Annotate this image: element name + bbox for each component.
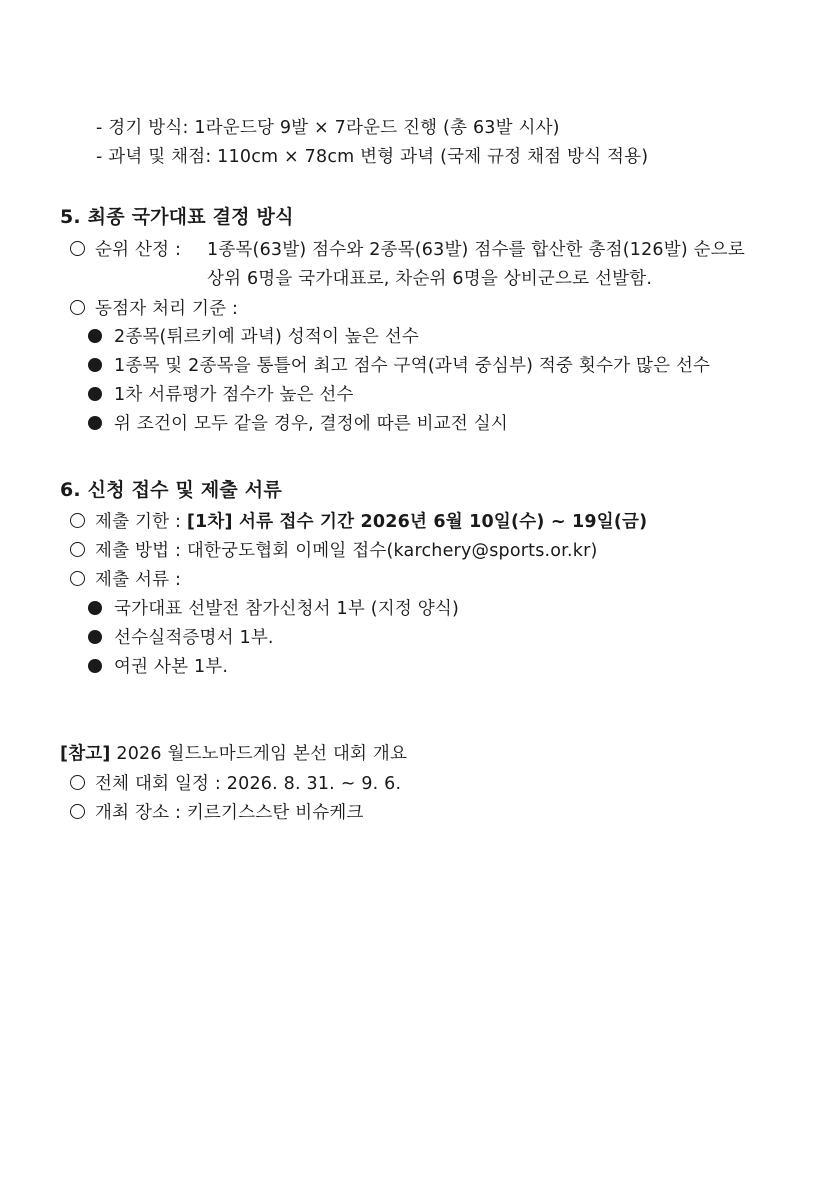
docs-row bbox=[70, 567, 181, 593]
ranking-label: 순위 산정 : bbox=[95, 240, 182, 260]
docs-item-text: 선수실적증명서 1부. bbox=[114, 628, 274, 648]
tie-item bbox=[88, 411, 508, 437]
filled-circle-bullet-icon bbox=[88, 630, 102, 644]
deadline-row bbox=[70, 509, 647, 535]
filled-circle-bullet-icon bbox=[88, 329, 102, 343]
schedule-label: 전체 대회 일정 : bbox=[95, 774, 222, 794]
ranking-row bbox=[70, 237, 181, 263]
venue-row bbox=[70, 800, 364, 826]
deadline-label: 제출 기한 : bbox=[95, 512, 182, 532]
method-label: 제출 방법 : bbox=[95, 541, 182, 561]
docs-item bbox=[88, 625, 274, 651]
hollow-circle-bullet-icon bbox=[70, 542, 85, 557]
tie-break-row bbox=[70, 296, 238, 322]
tie-item-text: 2종목(튀르키예 과녁) 성적이 높은 선수 bbox=[114, 327, 420, 347]
reference-title: 2026 월드노마드게임 본선 대회 개요 bbox=[116, 744, 408, 764]
schedule-value: 2026. 8. 31. ~ 9. 6. bbox=[226, 774, 402, 794]
format-line-2: - 과녁 및 채점: 110cm × 78cm 변형 과녁 (국제 규정 채점 방식 적용) bbox=[96, 147, 649, 167]
method-value: 대한궁도협회 이메일 접수(karchery@sports.or.kr) bbox=[186, 541, 598, 561]
tie-break-label: 동점자 처리 기준 : bbox=[95, 299, 239, 319]
hollow-circle-bullet-icon bbox=[70, 571, 85, 586]
tie-item bbox=[88, 324, 419, 350]
deadline-value: [1차] 서류 접수 기간 2026년 6월 10일(수) ~ 19일(금) bbox=[186, 512, 648, 532]
docs-item bbox=[88, 596, 459, 622]
hollow-circle-bullet-icon bbox=[70, 241, 85, 256]
venue-label: 개최 장소 : bbox=[95, 803, 182, 823]
filled-circle-bullet-icon bbox=[88, 601, 102, 615]
tie-item-text: 1차 서류평가 점수가 높은 선수 bbox=[114, 385, 354, 405]
venue-value: 키르기스스탄 비슈케크 bbox=[186, 803, 364, 823]
ranking-text-1: 1종목(63발) 점수와 2종목(63발) 점수를 합산한 총점(126발) 순으로 bbox=[207, 240, 745, 260]
reference-title-row bbox=[60, 741, 407, 767]
hollow-circle-bullet-icon bbox=[70, 300, 85, 315]
hollow-circle-bullet-icon bbox=[70, 804, 85, 819]
tie-item-text: 1종목 및 2종목을 통틀어 최고 점수 구역(과녁 중심부) 적중 횟수가 많은 선수 bbox=[114, 356, 711, 376]
tie-item-text: 위 조건이 모두 같을 경우, 결정에 따른 비교전 실시 bbox=[114, 414, 508, 434]
reference-tag: [참고] bbox=[60, 744, 111, 764]
docs-item bbox=[88, 654, 228, 680]
method-row bbox=[70, 538, 598, 564]
filled-circle-bullet-icon bbox=[88, 358, 102, 372]
hollow-circle-bullet-icon bbox=[70, 513, 85, 528]
hollow-circle-bullet-icon bbox=[70, 775, 85, 790]
ranking-text-2: 상위 6명을 국가대표로, 차순위 6명을 상비군으로 선발함. bbox=[207, 269, 653, 289]
filled-circle-bullet-icon bbox=[88, 387, 102, 401]
section-6-heading: 6. 신청 접수 및 제출 서류 bbox=[60, 479, 282, 501]
schedule-row bbox=[70, 771, 401, 797]
format-line-1: - 경기 방식: 1라운드당 9발 × 7라운드 진행 (총 63발 시사) bbox=[96, 118, 560, 138]
filled-circle-bullet-icon bbox=[88, 416, 102, 430]
docs-label: 제출 서류 : bbox=[95, 570, 182, 590]
docs-item-text: 여권 사본 1부. bbox=[114, 657, 229, 677]
section-5-heading: 5. 최종 국가대표 결정 방식 bbox=[60, 206, 294, 228]
tie-item bbox=[88, 382, 354, 408]
filled-circle-bullet-icon bbox=[88, 659, 102, 673]
tie-item bbox=[88, 353, 710, 379]
docs-item-text: 국가대표 선발전 참가신청서 1부 (지정 양식) bbox=[114, 599, 459, 619]
